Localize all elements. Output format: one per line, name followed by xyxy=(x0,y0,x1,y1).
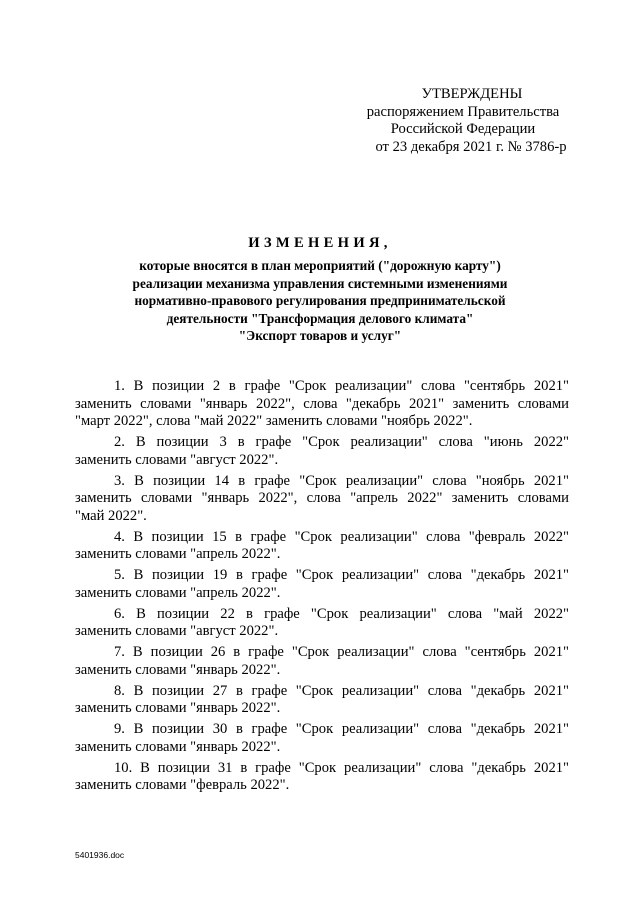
amendment-line: 2. В позиции 3 в графе "Срок реализации" слова "июнь 2022" xyxy=(114,434,569,450)
approval-block xyxy=(330,86,596,156)
amendment-line: заменить словами "январь 2022". xyxy=(75,700,281,716)
approval-line-country: Российской Федерации xyxy=(390,121,536,137)
amendment-line: 5. В позиции 19 в графе "Срок реализации" слова "декабрь 2021" xyxy=(114,567,569,583)
amendment-line: заменить словами "август 2022". xyxy=(75,451,279,468)
amendment-item xyxy=(75,567,569,602)
amendment-item xyxy=(75,529,569,564)
amendment-line: 6. В позиции 22 в графе "Срок реализации" слова "май 2022" xyxy=(114,605,569,622)
amendment-item xyxy=(75,683,569,718)
approval-line-date: от 23 декабря 2021 г. № 3786-р xyxy=(375,138,567,155)
heading-title: ИЗМЕНЕНИЯ, xyxy=(248,235,392,251)
amendment-item xyxy=(75,473,569,526)
heading-subtitle-line: нормативно-правового регулирования предпринимательской xyxy=(134,293,506,308)
amendment-line: "май 2022". xyxy=(75,507,147,524)
amendment-line: заменить словами "февраль 2022". xyxy=(75,777,290,793)
amendment-item xyxy=(75,644,569,679)
amendment-line: заменить словами "август 2022". xyxy=(75,623,279,639)
amendment-item xyxy=(75,378,569,431)
document-file-code: 5401936.doc xyxy=(75,850,125,860)
amendment-line: заменить словами "январь 2022", слова "декабрь 2021" заменить словами xyxy=(75,395,569,412)
amendment-list xyxy=(75,378,569,798)
heading-subtitle-line: "Экспорт товаров и услуг" xyxy=(238,328,402,343)
amendment-item xyxy=(75,721,569,756)
amendment-item xyxy=(75,434,569,469)
amendment-line: заменить словами "январь 2022". xyxy=(75,738,281,755)
heading-subtitle-line: которые вносятся в план мероприятий ("дорожную карту") xyxy=(139,258,501,273)
heading-subtitle-line: деятельности "Трансформация делового климата" xyxy=(166,310,474,326)
amendment-line: заменить словами "апрель 2022". xyxy=(75,546,281,562)
amendment-line: 1. В позиции 2 в графе "Срок реализации" слова "сентябрь 2021" xyxy=(114,378,569,394)
heading-subtitle-line: реализации механизма управления системными изменениями xyxy=(132,275,508,291)
amendment-line: 4. В позиции 15 в графе "Срок реализации" слова "февраль 2022" xyxy=(114,528,569,545)
amendment-line: 8. В позиции 27 в графе "Срок реализации" слова "декабрь 2021" xyxy=(114,682,569,699)
amendment-line: заменить словами "январь 2022", слова "апрель 2022" заменить словами xyxy=(75,490,569,506)
amendment-line: заменить словами "январь 2022". xyxy=(75,661,281,678)
amendment-line: "март 2022", слова "май 2022" заменить словами "ноябрь 2022". xyxy=(75,413,473,429)
amendment-item xyxy=(75,606,569,641)
approval-title: УТВЕРЖДЕНЫ xyxy=(421,86,523,102)
amendment-item xyxy=(75,760,569,795)
approval-line-decree: распоряжением Правительства xyxy=(366,103,560,120)
amendment-line: 10. В позиции 31 в графе "Срок реализации" слова "декабрь 2021" xyxy=(114,759,569,776)
document-heading xyxy=(60,233,580,345)
amendment-line: заменить словами "апрель 2022". xyxy=(75,584,281,601)
amendment-line: 7. В позиции 26 в графе "Срок реализации" слова "сентябрь 2021" xyxy=(114,644,569,660)
amendment-line: 9. В позиции 30 в графе "Срок реализации" слова "декабрь 2021" xyxy=(114,721,569,737)
amendment-line: 3. В позиции 14 в графе "Срок реализации" слова "ноябрь 2021" xyxy=(114,472,569,489)
